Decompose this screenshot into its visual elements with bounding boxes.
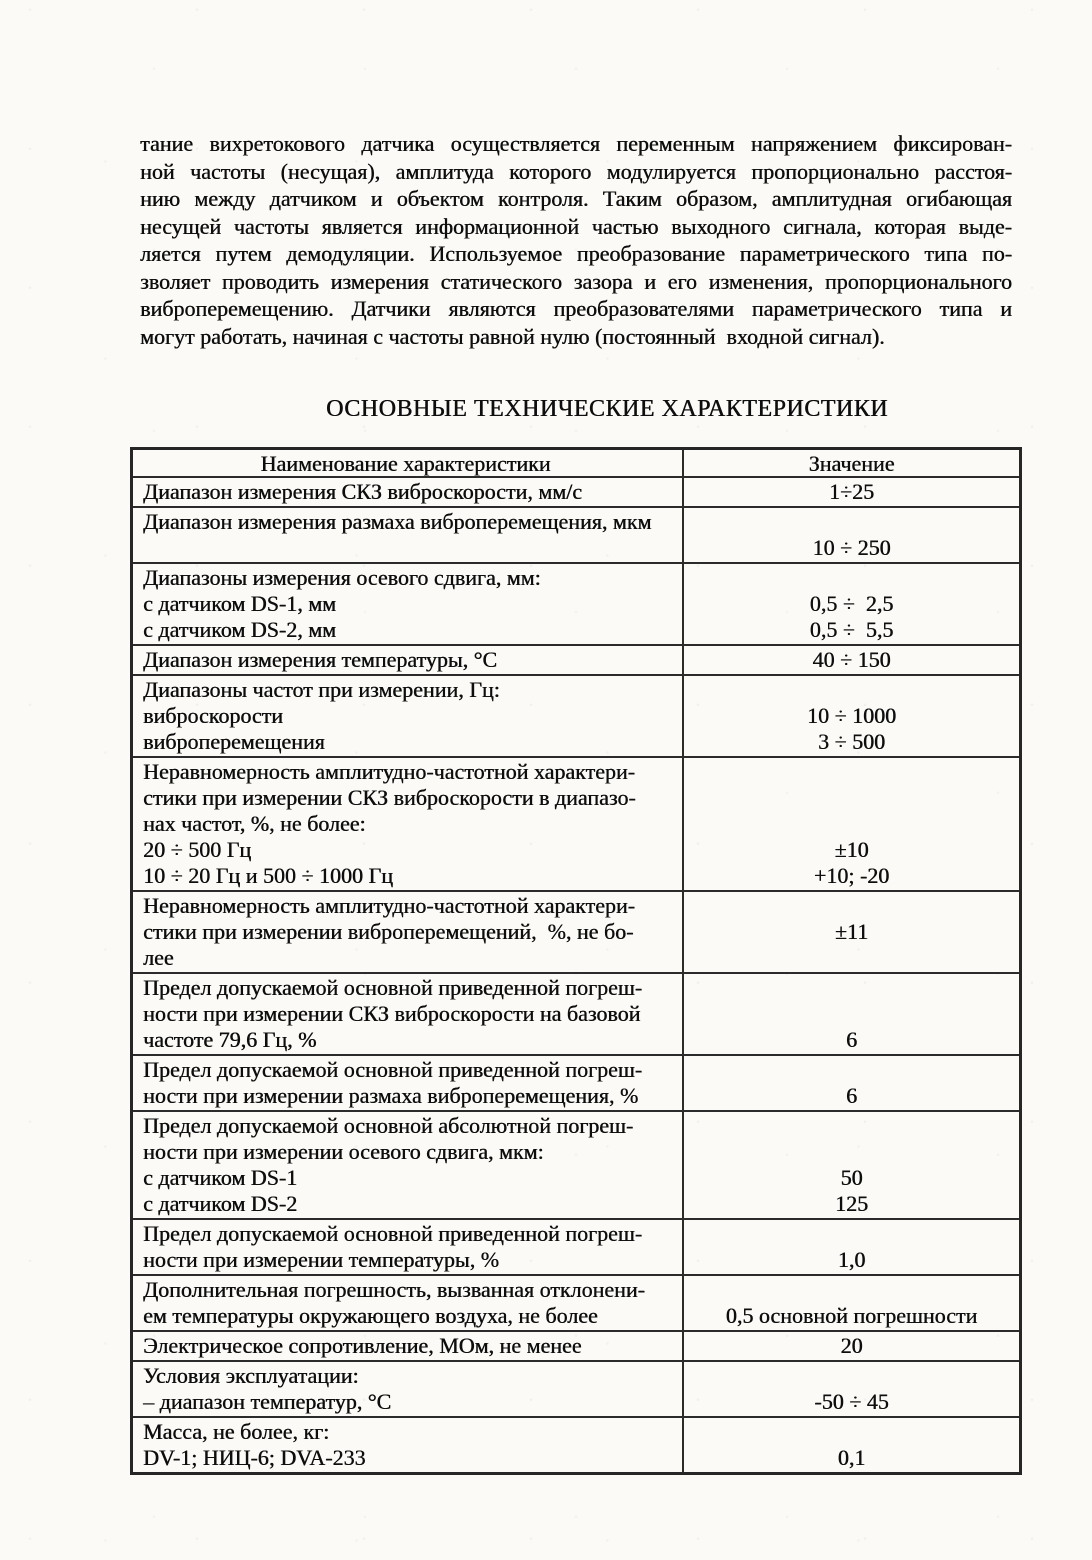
characteristic-value-line: 3 ÷ 500	[817, 729, 886, 754]
characteristic-name-line: Дополнительная погрешность, вызванная отклонени-	[143, 1277, 645, 1302]
characteristic-value-line: 10 ÷ 250	[812, 535, 891, 560]
characteristic-name-line: Электрическое сопротивление, МОм, не менее	[143, 1333, 582, 1358]
characteristic-name-line: 10 ÷ 20 Гц и 500 ÷ 1000 Гц	[143, 863, 393, 888]
characteristic-name-line: с датчиком DS-1	[143, 1165, 298, 1190]
characteristic-value-line: 0,5 ÷ 5,5	[809, 617, 894, 642]
characteristic-name-line: стики при измерении СКЗ виброскорости в диапазо-	[143, 785, 636, 810]
characteristic-name-cell	[133, 1332, 684, 1360]
characteristic-name-line: Неравномерность амплитудно-частотной характери-	[143, 893, 635, 918]
characteristic-value-cell	[684, 676, 1019, 756]
characteristic-name-line: Диапазон измерения СКЗ виброскорости, мм/с	[143, 479, 582, 504]
characteristic-name-cell	[133, 478, 684, 506]
table-row	[133, 476, 1019, 506]
characteristic-name-cell	[133, 564, 684, 644]
characteristic-name-line: Диапазоны измерения осевого сдвига, мм:	[143, 565, 541, 590]
characteristic-value-line	[684, 565, 1019, 591]
characteristic-value-line: 0,1	[837, 1445, 866, 1470]
characteristic-value-cell	[684, 1056, 1019, 1110]
characteristic-name-cell	[133, 676, 684, 756]
characteristic-value-cell	[684, 974, 1019, 1054]
characteristic-name-cell	[133, 758, 684, 890]
characteristic-name-cell	[133, 646, 684, 674]
characteristic-value-line	[684, 1057, 1019, 1083]
characteristic-name-line: Неравномерность амплитудно-частотной характери-	[143, 759, 635, 784]
characteristic-value-line: 0,5 основной погрешности	[725, 1303, 978, 1328]
table-row	[133, 972, 1019, 1054]
characteristic-value-line: 6	[846, 1083, 857, 1108]
characteristic-name-line: ем температуры окружающего воздуха, не более	[143, 1303, 598, 1328]
characteristic-value-cell	[684, 1276, 1019, 1330]
characteristic-name-line: ности при измерении размаха виброперемещения, %	[143, 1083, 639, 1108]
characteristic-name-line: DV-1; НИЦ-6; DVA-233	[143, 1445, 366, 1470]
characteristic-value-line	[684, 1139, 1019, 1165]
characteristic-value-line: 40 ÷ 150	[812, 647, 891, 672]
characteristic-name-line: Предел допускаемой основной абсолютной погреш-	[143, 1113, 634, 1138]
characteristic-name-line: Предел допускаемой основной приведенной погреш-	[143, 1221, 643, 1246]
characteristic-value-line	[684, 1277, 1019, 1303]
table-row	[133, 890, 1019, 972]
characteristic-value-line	[684, 509, 1019, 535]
characteristic-value-line	[684, 1221, 1019, 1247]
characteristic-value-cell	[684, 646, 1019, 674]
table-row	[133, 674, 1019, 756]
paragraph-line: несущей частоты является информационной частью выходного сигнала, которая выде-	[140, 213, 1012, 239]
characteristic-value-line	[684, 811, 1019, 837]
table-row	[133, 506, 1019, 562]
characteristic-value-line: 1,0	[837, 1247, 866, 1272]
characteristic-value-line	[684, 1363, 1019, 1389]
paragraph-line: ной частоты (несущая), амплитуда которого модулируется пропорционально расстоя-	[140, 158, 1012, 184]
characteristic-name-line	[143, 535, 678, 561]
characteristic-name-cell	[133, 1112, 684, 1218]
table-row	[133, 644, 1019, 674]
characteristics-table	[130, 447, 1022, 1475]
characteristic-value-line: 125	[835, 1191, 868, 1216]
characteristic-name-line: – диапазон температур, °С	[143, 1389, 392, 1414]
table-row	[133, 1054, 1019, 1110]
characteristic-name-cell	[133, 1276, 684, 1330]
characteristic-value-line: ±10	[834, 837, 869, 862]
paragraph-line: нию между датчиком и объектом контроля. Таким образом, амплитудная огибающая	[140, 186, 1012, 211]
characteristic-value-cell	[684, 1112, 1019, 1218]
table-row	[133, 1416, 1019, 1472]
characteristic-name-line: Масса, не более, кг:	[143, 1419, 330, 1444]
paragraph-line: тание вихретокового датчика осуществляется переменным напряжением фиксирован-	[140, 131, 1012, 156]
characteristic-name-line: Предел допускаемой основной приведенной погреш-	[143, 975, 643, 1000]
characteristic-value-line: -50 ÷ 45	[814, 1389, 889, 1414]
table-row	[133, 1218, 1019, 1274]
characteristic-value-line: 6	[846, 1027, 857, 1052]
table-header-row	[133, 450, 1019, 476]
characteristic-name-cell	[133, 1418, 684, 1472]
characteristic-name-line: ности при измерении осевого сдвига, мкм:	[143, 1139, 544, 1164]
characteristic-name-line: Условия эксплуатации:	[143, 1363, 359, 1388]
table-row	[133, 562, 1019, 644]
characteristic-name-line: ности при измерении СКЗ виброскорости на базовой	[143, 1001, 641, 1026]
characteristic-name-line: виброскорости	[143, 703, 283, 728]
characteristic-value-line	[684, 1113, 1019, 1139]
characteristic-name-line: ности при измерении температуры, %	[143, 1247, 499, 1272]
characteristic-name-line: Диапазон измерения температуры, °С	[143, 647, 498, 672]
characteristic-name-line: Предел допускаемой основной приведенной погреш-	[143, 1057, 643, 1082]
characteristic-value-line: 50	[840, 1165, 863, 1190]
characteristic-value-cell	[684, 478, 1019, 506]
characteristic-value-cell	[684, 1332, 1019, 1360]
characteristic-value-line: 1÷25	[828, 479, 875, 504]
characteristic-value-cell	[684, 1362, 1019, 1416]
section-title: ОСНОВНЫЕ ТЕХНИЧЕСКИЕ ХАРАКТЕРИСТИКИ	[326, 396, 888, 422]
characteristic-name-cell	[133, 1056, 684, 1110]
characteristic-value-line	[684, 975, 1019, 1001]
characteristic-value-line	[684, 893, 1019, 919]
characteristic-value-cell	[684, 1418, 1019, 1472]
characteristic-value-line	[684, 785, 1019, 811]
characteristic-name-line: с датчиком DS-2	[143, 1191, 298, 1216]
table-body	[133, 476, 1019, 1472]
paragraph-line: могут работать, начиная с частоты равной нулю (постоянный входной сигнал).	[140, 323, 885, 349]
characteristic-name-cell	[133, 1220, 684, 1274]
characteristic-value-line: 10 ÷ 1000	[806, 703, 897, 728]
table-header-value: Значение	[808, 451, 895, 476]
characteristic-name-line: с датчиком DS-2, мм	[143, 617, 336, 642]
characteristic-value-line: +10; -20	[813, 863, 890, 888]
characteristic-value-line: ±11	[834, 919, 869, 944]
paragraph-line: ляется путем демодуляции. Используемое преобразование параметрического типа по-	[140, 241, 1012, 266]
characteristic-name-line: Диапазон измерения размаха виброперемещения, мкм	[143, 509, 652, 534]
characteristic-value-line	[684, 677, 1019, 703]
paragraph-line: виброперемещению. Датчики являются преобразователями параметрического типа и	[140, 296, 1012, 321]
table-row	[133, 1110, 1019, 1218]
characteristic-name-line: с датчиком DS-1, мм	[143, 591, 336, 616]
characteristic-value-line	[684, 759, 1019, 785]
characteristic-value-cell	[684, 508, 1019, 562]
characteristic-value-line: 20	[840, 1333, 863, 1358]
body-paragraph	[140, 130, 1012, 350]
characteristic-name-line: лее	[143, 945, 174, 970]
characteristic-name-line: Диапазоны частот при измерении, Гц:	[143, 677, 500, 702]
characteristic-value-cell	[684, 758, 1019, 890]
characteristic-value-line	[684, 1001, 1019, 1027]
table-row	[133, 1274, 1019, 1330]
characteristic-name-cell	[133, 892, 684, 972]
characteristic-value-cell	[684, 1220, 1019, 1274]
characteristic-value-cell	[684, 892, 1019, 972]
characteristic-value-line	[684, 1419, 1019, 1445]
characteristic-name-line: стики при измерении виброперемещений, %, не бо-	[143, 919, 634, 944]
characteristic-name-line: нах частот, %, не более:	[143, 811, 366, 836]
table-row	[133, 1330, 1019, 1360]
characteristic-name-cell	[133, 1362, 684, 1416]
characteristic-value-line	[684, 945, 1019, 971]
characteristic-name-line: частоте 79,6 Гц, %	[143, 1027, 317, 1052]
paragraph-line: зволяет проводить измерения статического зазора и его изменения, пропорционального	[140, 268, 1012, 294]
characteristic-name-line: 20 ÷ 500 Гц	[143, 837, 252, 862]
characteristic-name-cell	[133, 508, 684, 562]
characteristic-name-line: виброперемещения	[143, 729, 325, 754]
table-row	[133, 756, 1019, 890]
characteristic-name-cell	[133, 974, 684, 1054]
characteristic-value-cell	[684, 564, 1019, 644]
table-header-name: Наименование характеристики	[133, 450, 684, 476]
table-row	[133, 1360, 1019, 1416]
characteristic-value-line: 0,5 ÷ 2,5	[809, 591, 894, 616]
